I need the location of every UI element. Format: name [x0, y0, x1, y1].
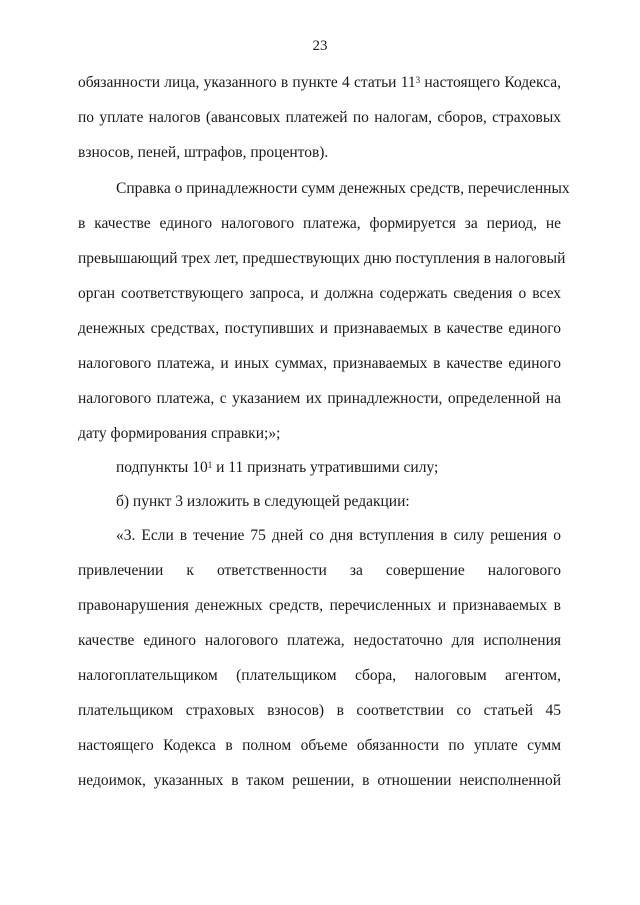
text-line-9: налогового платежа, и иных суммах, признаваемых в качестве единого — [78, 355, 561, 372]
text-line-15: привлечении к ответственности за совершение налогового — [78, 562, 561, 579]
text-line-14: «3. Если в течение 75 дней со дня вступления в силу решения о — [116, 527, 561, 544]
text-line-3: взносов, пеней, штрафов, процентов). — [78, 144, 329, 161]
text-line-6: превышающий трех лет, предшествующих дню поступления в налоговый — [78, 250, 566, 267]
text-line-13: б) пункт 3 изложить в следующей редакции: — [116, 493, 410, 510]
text-line-21: недоимок, указанных в таком решении, в отношении неисполненной — [78, 772, 561, 789]
text-line-20: настоящего Кодекса в полном объеме обязанности по уплате сумм — [78, 737, 561, 754]
text-line-4: Справка о принадлежности сумм денежных средств, перечисленных — [116, 180, 570, 197]
text-line-11: дату формирования справки;»; — [78, 425, 281, 442]
text-line-2: по уплате налогов (авансовых платежей по налогам, сборов, страховых — [78, 109, 561, 126]
superscript: 3 — [415, 75, 421, 85]
superscript: 1 — [207, 460, 213, 470]
text-line-5: в качестве единого налогового платежа, формируется за период, не — [78, 215, 561, 232]
text-line-7: орган соответствующего запроса, и должна содержать сведения о всех — [78, 285, 561, 302]
text-line-17: качестве единого налогового платежа, недостаточно для исполнения — [78, 632, 561, 649]
text-line-19: плательщиком страховых взносов) в соответствии со статьей 45 — [78, 702, 561, 719]
text-line-12: подпункты $10^1$ и 11 признать утратившими силу; — [116, 459, 439, 476]
text-line-8: денежных средствах, поступивших и признаваемых в качестве единого — [78, 320, 561, 337]
page-number: 23 — [312, 38, 328, 54]
text-line-16: правонарушения денежных средств, перечисленных и признаваемых в — [78, 597, 561, 614]
text-line-1: обязанности лица, указанного в пункте 4 статьи $11^3$ настоящего Кодекса, — [78, 74, 561, 91]
text-line-10: налогового платежа, с указанием их принадлежности, определенной на — [78, 390, 561, 407]
text-line-18: налогоплательщиком (плательщиком сбора, налоговым агентом, — [78, 667, 561, 684]
